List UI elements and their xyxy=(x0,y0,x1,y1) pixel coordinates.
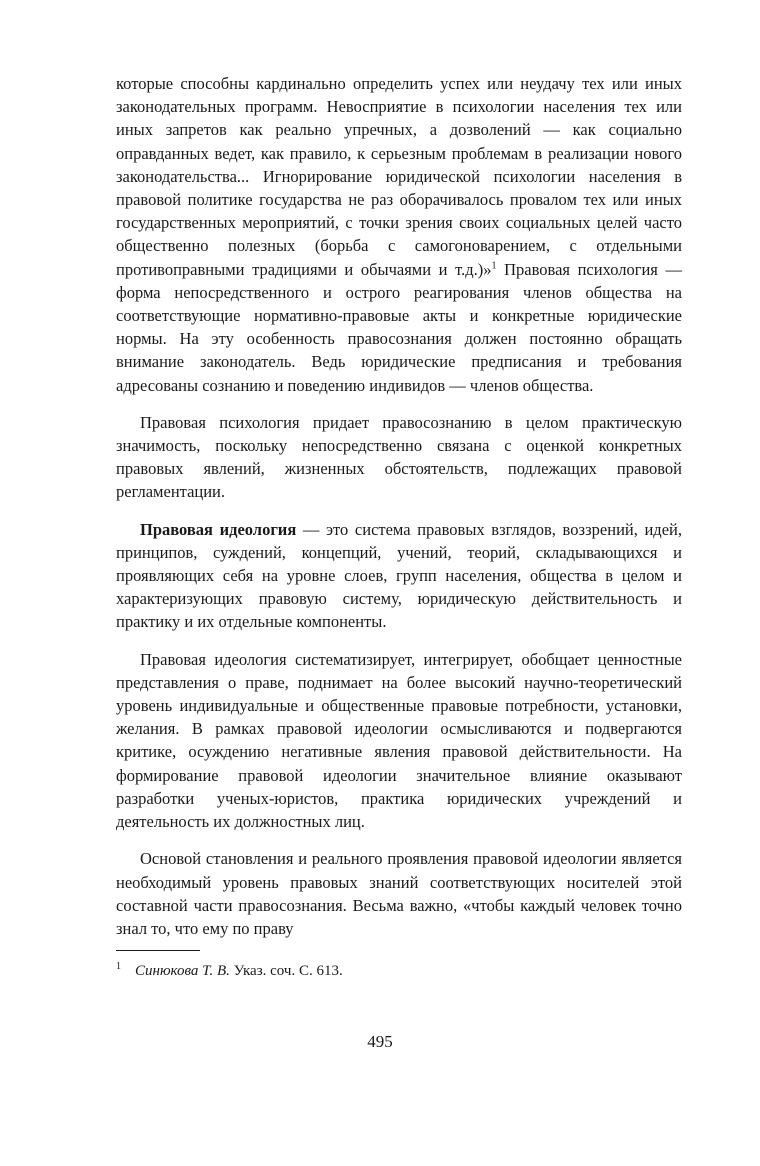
footnote-author: Синюкова Т. В. xyxy=(135,963,230,980)
paragraph-5: Основой становления и реального проявления правовой идеологии является необходимый уровень правовых знаний соответствующих носителей этой составной части правосознания. Весьма важно, «чтобы каждый человек точно знал то, что ему по праву xyxy=(116,849,682,938)
footnote-divider xyxy=(116,950,200,951)
paragraph-1-text-after: Правовая психология — форма непосредственного и острого реагирования членов общества на соответствующие нормативно-правовые акты и конкретные юридические нормы. На эту особенность правосознания должен постоянно обращать внимание законодатель. Ведь юридические предписания и требования адресованы сознанию и поведению индивидов — членов общества. xyxy=(116,259,682,395)
paragraph-3-text: — это система правовых взглядов, воззрений, идей, принципов, суждений, концепций, учений, теорий, складывающихся и проявляющих себя на уровне слоев, групп населения, общества в целом и характеризующих правовую систему, юридическую действительность и практику и их отдельные компоненты. xyxy=(116,519,682,632)
paragraph-4: Правовая идеология систематизирует, интегрирует, обобщает ценностные представления о праве, поднимает на более высокий научно-теоретический уровень индивидуальные и общественные правовые потребности, установки, желания. В рамках правовой идеологии осмысливаются и подвергаются критике, осуждению негативные явления правовой действительности. На формирование правовой идеологии значительное влияние оказывают разработки ученых-юристов, практика юридических учреждений и деятельность их должностных лиц. xyxy=(116,649,682,832)
footnote-mark: 1 xyxy=(116,961,121,973)
footnote-ref[interactable]: 1 xyxy=(491,260,497,272)
footnote xyxy=(116,957,682,981)
paragraph-2: Правовая психология придает правосознанию в целом практическую значимость, поскольку непосредственно связана с оценкой конкретных правовых явлений, жизненных обстоятельств, подлежащих правовой регламентации. xyxy=(116,412,682,502)
footnote-text: Указ. соч. С. 613. xyxy=(229,963,343,980)
paragraph-1-text: которые способны кардинально определить успех или неудачу тех или иных законодательных программ. Невосприятие в психологии населения тех или иных запретов как реально упречных, а дозволений — как социально оправданных ведет, как правило, к серьезным проблемам в реализации нового законодательства... Игнорирование юридической психологии населения в правовой политике государства не раз оборачивалось провалом тех или иных государственных мероприятий, с точки зрения своих социальных целей часто общественно полезных (борьба с самогоноварением, с отдельными противоправными традициями и обычаями и т.д.)» xyxy=(116,74,682,279)
page-number: 495 xyxy=(367,1032,393,1051)
page-body xyxy=(116,72,682,981)
paragraph-3 xyxy=(116,518,682,634)
paragraph-1 xyxy=(116,72,682,397)
term-legal-ideology: Правовая идеология xyxy=(140,519,297,539)
